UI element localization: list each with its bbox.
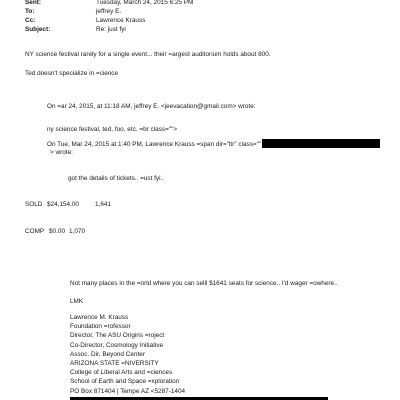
lmk-line: LMK xyxy=(70,298,84,305)
sent-value: Tuesday, March 24, 2015 6:25 PM xyxy=(96,0,194,6)
quote-1-header: On =ar 24, 2015, at 11:18 AM, jeffrey E. <jeevacation@gmail.com> wrote: xyxy=(47,103,256,110)
comp-count: 1,070 xyxy=(69,228,85,235)
body-line-1: NY science festival rarely for a single event... their =argest auditorium holds about 800. xyxy=(25,51,271,58)
quote-2-header: On Tue, Mar 24, 2015 at 1:40 PM, Lawrence Krauss =span dir="ltr" class="" xyxy=(47,141,262,148)
sent-label: Sent: xyxy=(25,0,41,6)
closing-line: Not many places in the =orld where you can selll $1641 seats for science.. I'd wager =owhere.. xyxy=(70,280,338,287)
subject-label: Subject: xyxy=(25,26,51,33)
quote-1-body: ny science festival, ted, foo, etc. =br class=""> xyxy=(47,126,178,133)
signature-line: Foundation =rofessor xyxy=(70,323,131,331)
subject-value: Re: just fyi xyxy=(96,26,126,33)
body-line-2: Ted doesn't specialize in =cience xyxy=(25,70,119,77)
sold-amount: $24,154.00 xyxy=(47,201,79,208)
sold-count: 1,641 xyxy=(95,201,111,208)
signature-line: Lawrence M. Krauss xyxy=(70,314,129,321)
signature-line: Director, The ASU Origins =roject xyxy=(70,332,165,340)
cc-value: Lawrence Krauss xyxy=(96,17,146,24)
comp-label: COMP xyxy=(25,228,45,235)
signature-line: ARIZONA STATE =NIVERSITY xyxy=(70,359,159,367)
sold-label: SOLD xyxy=(25,201,43,208)
quote-2-body: got the details of tickets.. =ust fyi.. xyxy=(68,175,165,182)
to-value: jeffrey E. xyxy=(96,8,122,15)
signature-line: College of Liberal Arts and =ciences xyxy=(70,369,173,377)
signature-block xyxy=(70,314,185,397)
to-label: To: xyxy=(25,8,35,15)
quote-2-header-cont: > wrote: xyxy=(50,149,73,156)
signature-line: School of Earth and Space =xploration xyxy=(70,378,180,386)
signature-line: Co-Director, Cosmology Initiative xyxy=(70,341,164,349)
redaction-block xyxy=(262,139,380,148)
signature-line: PO Box 871404 | Tempe AZ <5287-1404 xyxy=(70,387,186,395)
signature-line: Assoc. Dir, Beyond Center xyxy=(70,350,145,358)
comp-amount: $0.00 xyxy=(49,228,65,235)
cc-label: Cc: xyxy=(25,17,36,24)
